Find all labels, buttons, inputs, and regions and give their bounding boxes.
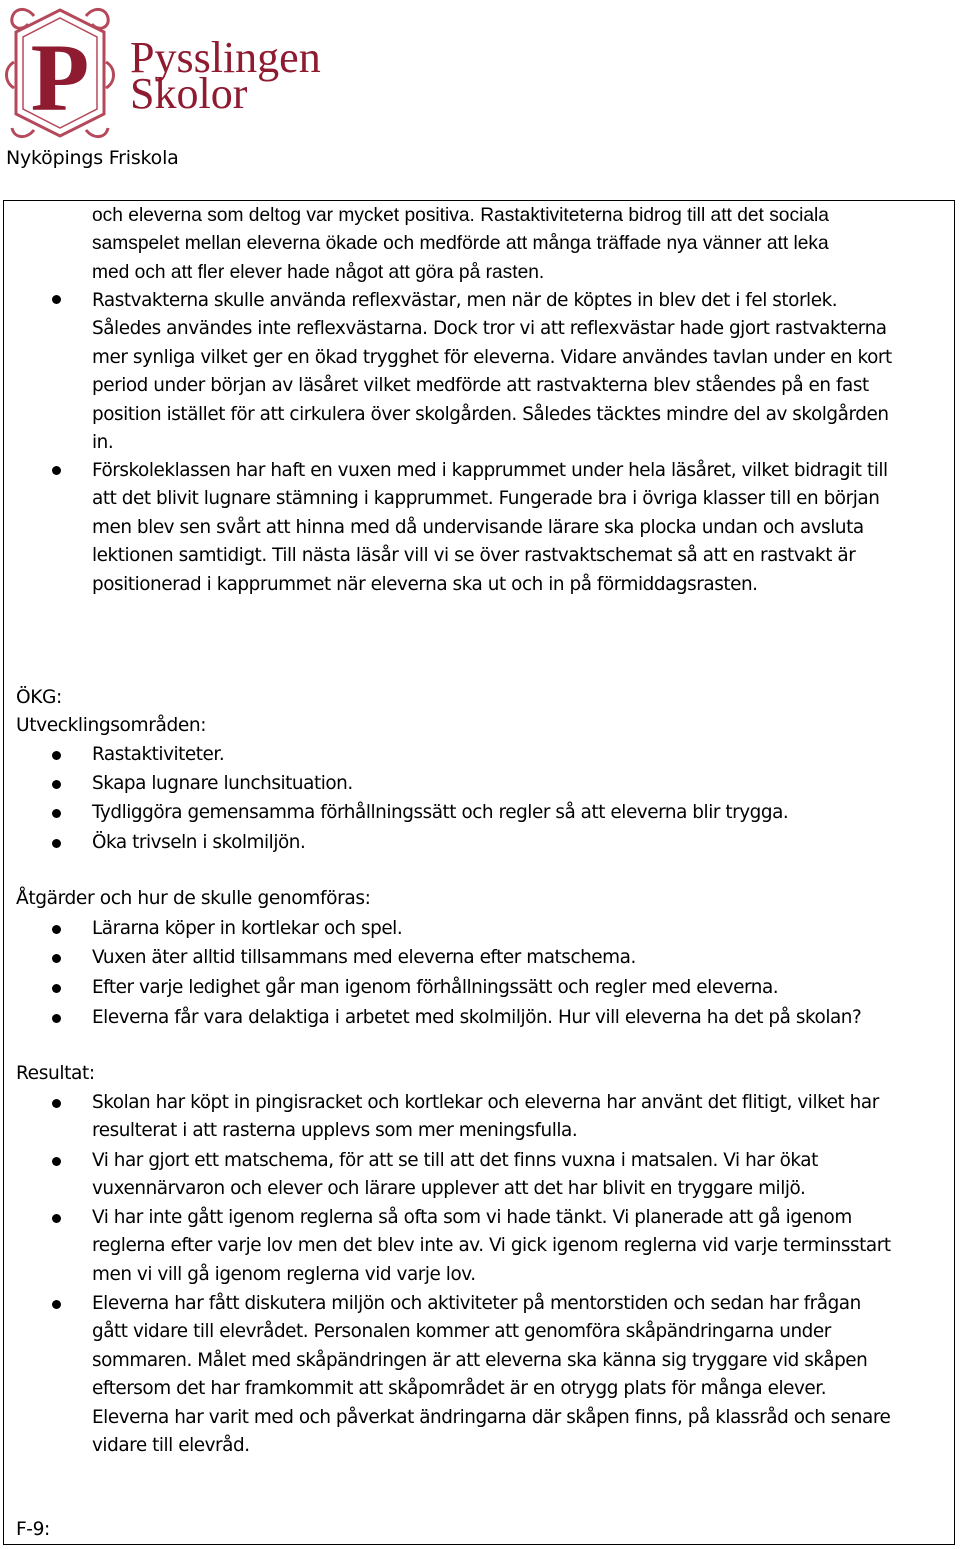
bullet-icon [52,466,61,475]
text-line: resulterat i att rasterna upplevs som mer meningsfulla. [92,1120,578,1142]
text-line: men vi vill gå igenom reglerna vid varje lov. [92,1263,476,1285]
text-line: gått vidare till elevrådet. Personalen kommer att genomföra skåpändringarna under [92,1321,831,1343]
pysslingen-emblem-icon [4,2,334,142]
list-item: Eleverna får vara delaktiga i arbetet med skolmiljön. Hur vill eleverna ha det på skolan? [92,1007,862,1028]
bullet-icon [52,751,61,760]
text-line: Vi har inte gått igenom reglerna så ofta som vi hade tänkt. Vi planerade att gå igenom [92,1207,852,1228]
text-line: position istället för att cirkulera över skolgården. Således täcktes mindre del av skolgården [92,403,889,425]
list-item: Lärarna köper in kortlekar och spel. [92,918,403,939]
bullet-icon [52,1300,61,1309]
bullet-icon [52,954,61,963]
bullet-icon [52,839,61,848]
bullet-icon [52,295,61,304]
list-item [92,1147,942,1204]
text-line: in. [92,432,114,454]
brand-line-2: Skolor [130,69,248,118]
bullet-icon [52,984,61,993]
section-title-okg: ÖKG: [16,687,62,708]
reflexvast-paragraph [92,287,952,457]
list-item: Öka trivseln i skolmiljön. [92,832,306,853]
text-line: reglerna efter varje lov men det blev inte av. Vi gick igenom reglerna vid varje terminsstart [92,1235,891,1257]
text-line: Således användes inte reflexvästarna. Dock tror vi att reflexvästar hade gjort rastvakterna [92,318,887,340]
list-item [92,1089,942,1146]
continuation-paragraph [92,202,829,287]
bullet-icon [52,1014,61,1023]
list-item: Tydliggöra gemensamma förhållningssätt och regler så att eleverna blir trygga. [92,802,789,823]
text-line: och eleverna som deltog var mycket positiva. Rastaktiviteterna bidrog till att det sociala [92,205,829,226]
text-line: Rastvakterna skulle använda reflexvästar, men när de köptes in blev det i fel storlek. [92,290,838,311]
text-line: vuxennärvaron och elever och lärare upplever att det har blivit en tryggare miljö. [92,1178,806,1200]
bullet-icon [52,1214,61,1223]
text-line: period under början av läsåret vilket medförde att rastvakterna blev ståendes på en fast [92,375,869,397]
text-line: eftersom det har framkommit att skåpområdet är en otrygg plats för många elever. [92,1378,827,1400]
text-line: Förskoleklassen har haft en vuxen med i kapprummet under hela läsåret, vilket bidragit till [92,460,888,481]
brand-line-1: Pysslingen [130,33,321,82]
text-line: vidare till elevråd. [92,1435,250,1457]
text-line: Eleverna har varit med och påverkat ändringarna där skåpen finns, på klassråd och senare [92,1406,891,1428]
bullet-icon [52,780,61,789]
bullet-icon [52,1157,61,1166]
list-item [92,1204,942,1289]
text-line: Skolan har köpt in pingisracket och kortlekar och eleverna har använt det flitigt, vilket har [92,1092,879,1113]
list-item: Skapa lugnare lunchsituation. [92,773,353,794]
text-line: men blev sen svårt att hinna med då undervisande lärare ska plocka undan och avsluta [92,516,864,538]
heading-utvecklingsomraden: Utvecklingsområden: [16,715,207,736]
text-line: positionerad i kapprummet när eleverna ska ut och in på förmiddagsrasten. [92,573,758,595]
bullet-icon [52,925,61,934]
kapprum-paragraph [92,457,952,599]
section-title-f9: F-9: [16,1519,50,1540]
bullet-icon [52,1099,61,1108]
text-line: Eleverna har fått diskutera miljön och aktiviteter på mentorstiden och sedan har frågan [92,1293,861,1314]
list-item: Rastaktiviteter. [92,744,225,765]
text-line: med och att fler elever hade något att göra på rasten. [92,261,545,283]
school-name: Nyköpings Friskola [6,147,179,169]
svg-text:P: P [30,24,90,131]
heading-atgarder: Åtgärder och hur de skulle genomföras: [16,888,371,909]
heading-resultat: Resultat: [16,1063,95,1084]
list-item: Vuxen äter alltid tillsammans med eleverna efter matschema. [92,947,636,968]
school-logo [4,2,334,142]
text-line: Vi har gjort ett matschema, för att se till att det finns vuxna i matsalen. Vi har ökat [92,1150,818,1171]
text-line: samspelet mellan eleverna ökade och medförde att många träffade nya vänner att leka [92,233,829,255]
list-item [92,1290,942,1460]
bullet-icon [52,809,61,818]
text-line: att det blivit lugnare stämning i kapprummet. Fungerade bra i övriga klasser till en början [92,488,880,510]
text-line: lektionen samtidigt. Till nästa läsår vill vi se över rastvaktschemat så att en rastvakt är [92,545,856,567]
text-line: sommaren. Målet med skåpändringen är att eleverna ska känna sig tryggare vid skåpen [92,1349,868,1371]
text-line: mer synliga vilket ger en ökad trygghet för eleverna. Vidare användes tavlan under en kort [92,346,892,368]
list-item: Efter varje ledighet går man igenom förhållningssätt och regler med eleverna. [92,977,779,998]
